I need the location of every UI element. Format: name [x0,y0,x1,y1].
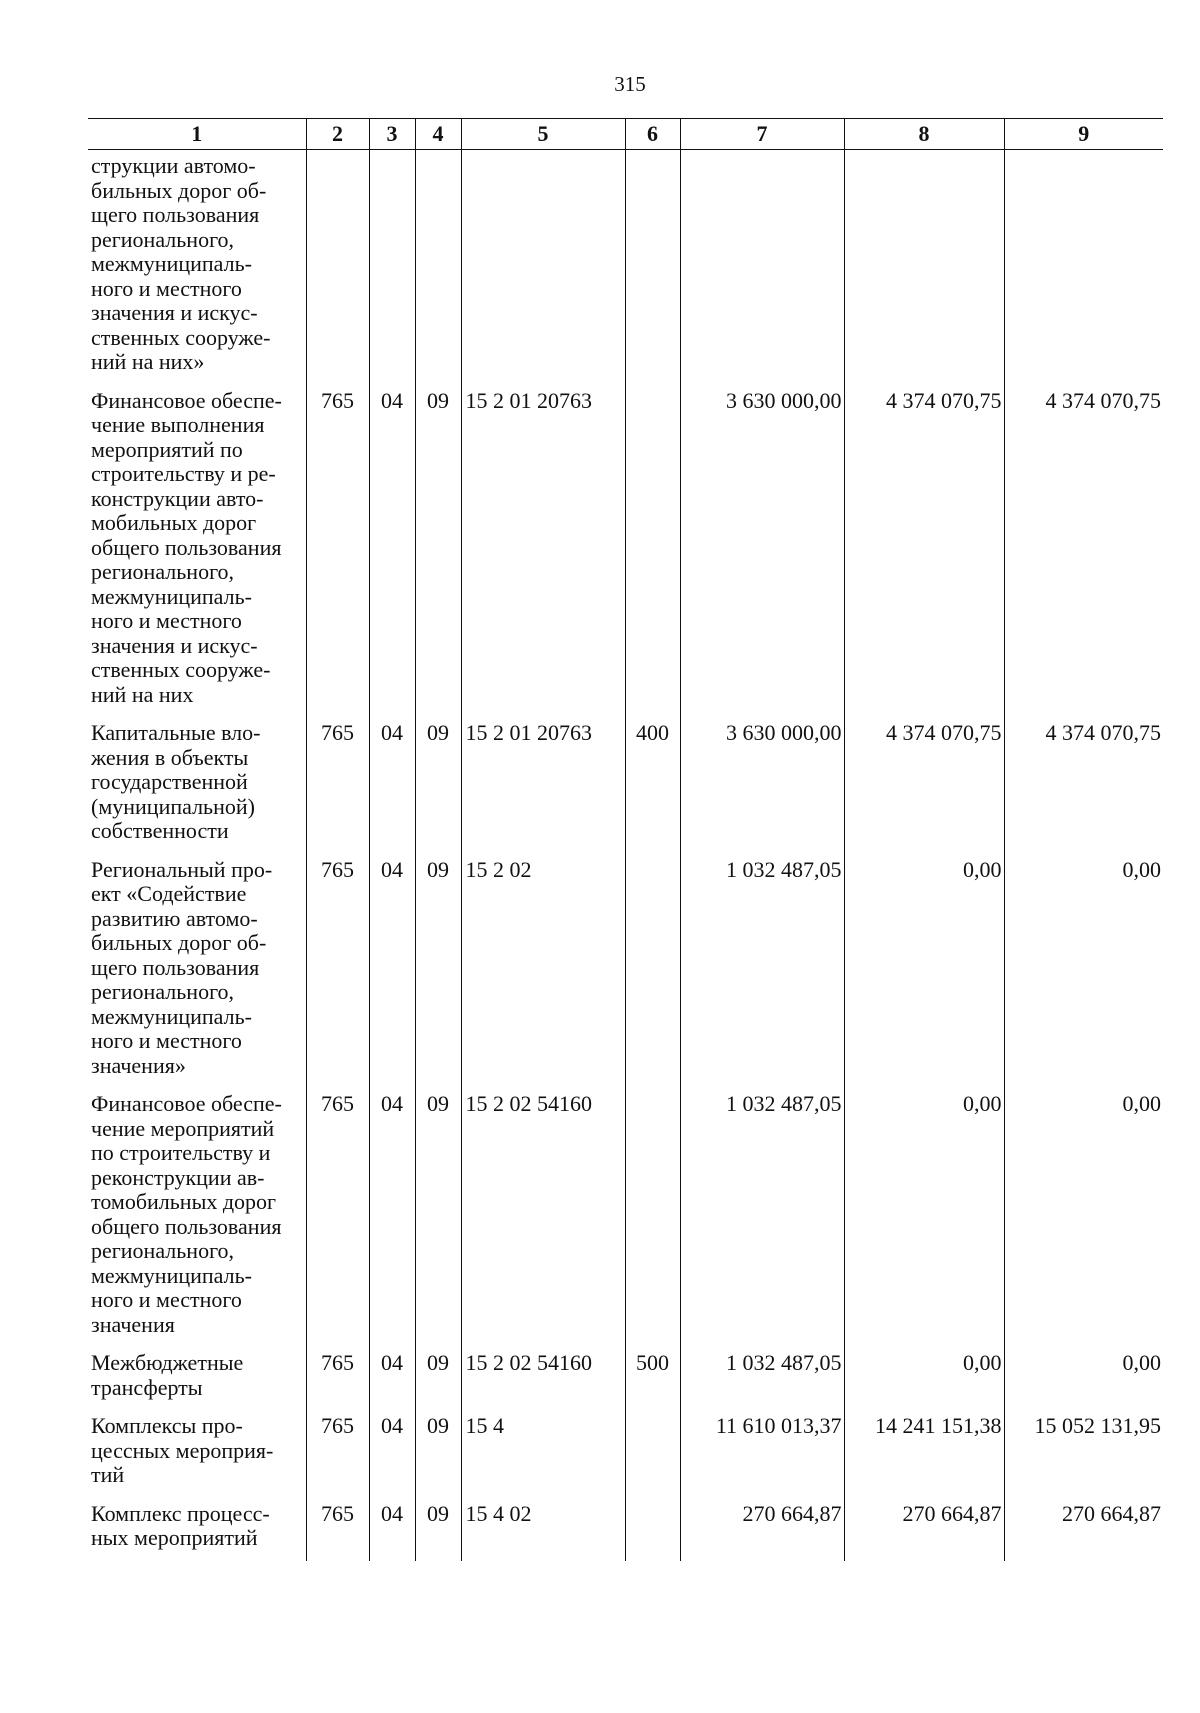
grbs-code: 765 [306,1351,369,1414]
amount-year-3 [1004,150,1163,389]
grbs-code: 765 [306,1092,369,1351]
column-header: 9 [1004,119,1163,150]
target-article-code: 15 4 [461,1414,625,1502]
amount-year-3: 0,00 [1004,1092,1163,1351]
column-header: 3 [369,119,415,150]
grbs-code: 765 [306,721,369,858]
amount-year-1: 3 630 000,00 [680,721,844,858]
row-name: Капитальные вло- жения в объекты государственной (муниципальной) собственности [91,720,261,843]
column-header: 5 [461,119,625,150]
row-name: Межбюджетные трансферты [91,1350,244,1400]
row-name: Финансовое обеспе- чение выполнения мероприятий по строительству и ре- конструкции авто- мобильных дорог общего пользования регионального, межмуниципаль- ного и местного значения и искус- ственных сооруже- ний на них [91,387,282,707]
expense-type-code: 400 [625,721,680,858]
subsection-code: 09 [415,1502,461,1561]
table-row [88,1351,1163,1414]
expense-type-code [625,1414,680,1502]
grbs-code: 765 [306,1502,369,1561]
column-header: 8 [844,119,1004,150]
expense-type-code [625,389,680,722]
amount-year-2: 0,00 [844,858,1004,1093]
table-row [88,721,1163,858]
amount-year-2: 4 374 070,75 [844,389,1004,722]
subsection-code: 09 [415,858,461,1093]
expense-type-code [625,150,680,389]
table-row [88,1502,1163,1561]
section-code: 04 [369,389,415,722]
table-row [88,1414,1163,1502]
target-article-code: 15 2 02 54160 [461,1092,625,1351]
grbs-code: 765 [306,858,369,1093]
row-name: Региональный про- ект «Содействие развитию автомо- бильных дорог об- щего пользования регионального, межмуниципаль- ного и местного значения» [91,856,273,1078]
amount-year-2 [844,150,1004,389]
subsection-code [415,150,461,389]
row-name: Комплексы про- цессных мероприя- тий [91,1413,274,1487]
row-name: Финансовое обеспе- чение мероприятий по строительству и реконструкции ав- томобильных дорог общего пользования регионального, межмуниципаль- ного и местного значения [91,1091,282,1337]
amount-year-1: 3 630 000,00 [680,389,844,722]
amount-year-3: 0,00 [1004,858,1163,1093]
table-row [88,858,1163,1093]
subsection-code: 09 [415,1092,461,1351]
subsection-code: 09 [415,721,461,858]
section-code: 04 [369,1351,415,1414]
subsection-code: 09 [415,1414,461,1502]
grbs-code: 765 [306,1414,369,1502]
amount-year-1: 1 032 487,05 [680,1351,844,1414]
grbs-code [306,150,369,389]
expense-type-code [625,1092,680,1351]
amount-year-3: 4 374 070,75 [1004,389,1163,722]
amount-year-1: 1 032 487,05 [680,858,844,1093]
target-article-code: 15 2 01 20763 [461,389,625,722]
amount-year-2: 270 664,87 [844,1502,1004,1561]
amount-year-1: 1 032 487,05 [680,1092,844,1351]
amount-year-1: 11 610 013,37 [680,1414,844,1502]
column-header: 4 [415,119,461,150]
column-header: 1 [88,119,306,150]
amount-year-3: 4 374 070,75 [1004,721,1163,858]
target-article-code [461,150,625,389]
page-number: 315 [614,72,646,96]
amount-year-2: 0,00 [844,1351,1004,1414]
section-code [369,150,415,389]
table-row [88,389,1163,722]
budget-table [88,118,1163,1561]
section-code: 04 [369,1092,415,1351]
section-code: 04 [369,858,415,1093]
subsection-code: 09 [415,1351,461,1414]
amount-year-3: 15 052 131,95 [1004,1414,1163,1502]
target-article-code: 15 2 02 54160 [461,1351,625,1414]
row-name: Комплекс процесс- ных мероприятий [91,1500,270,1550]
table-row [88,1092,1163,1351]
row-name: струкции автомо- бильных дорог об- щего пользования регионального, межмуниципаль- ного и местного значения и искус- ственных сооруже- ний на них» [91,153,271,374]
section-code: 04 [369,1502,415,1561]
header-row [88,119,1163,150]
expense-type-code: 500 [625,1351,680,1414]
column-header: 7 [680,119,844,150]
expense-type-code [625,858,680,1093]
target-article-code: 15 2 02 [461,858,625,1093]
column-header: 2 [306,119,369,150]
amount-year-3: 270 664,87 [1004,1502,1163,1561]
section-code: 04 [369,1414,415,1502]
amount-year-1 [680,150,844,389]
amount-year-3: 0,00 [1004,1351,1163,1414]
amount-year-2: 14 241 151,38 [844,1414,1004,1502]
expense-type-code [625,1502,680,1561]
column-header: 6 [625,119,680,150]
section-code: 04 [369,721,415,858]
table-row [88,150,1163,389]
amount-year-2: 0,00 [844,1092,1004,1351]
grbs-code: 765 [306,389,369,722]
amount-year-2: 4 374 070,75 [844,721,1004,858]
subsection-code: 09 [415,389,461,722]
amount-year-1: 270 664,87 [680,1502,844,1561]
target-article-code: 15 4 02 [461,1502,625,1561]
target-article-code: 15 2 01 20763 [461,721,625,858]
